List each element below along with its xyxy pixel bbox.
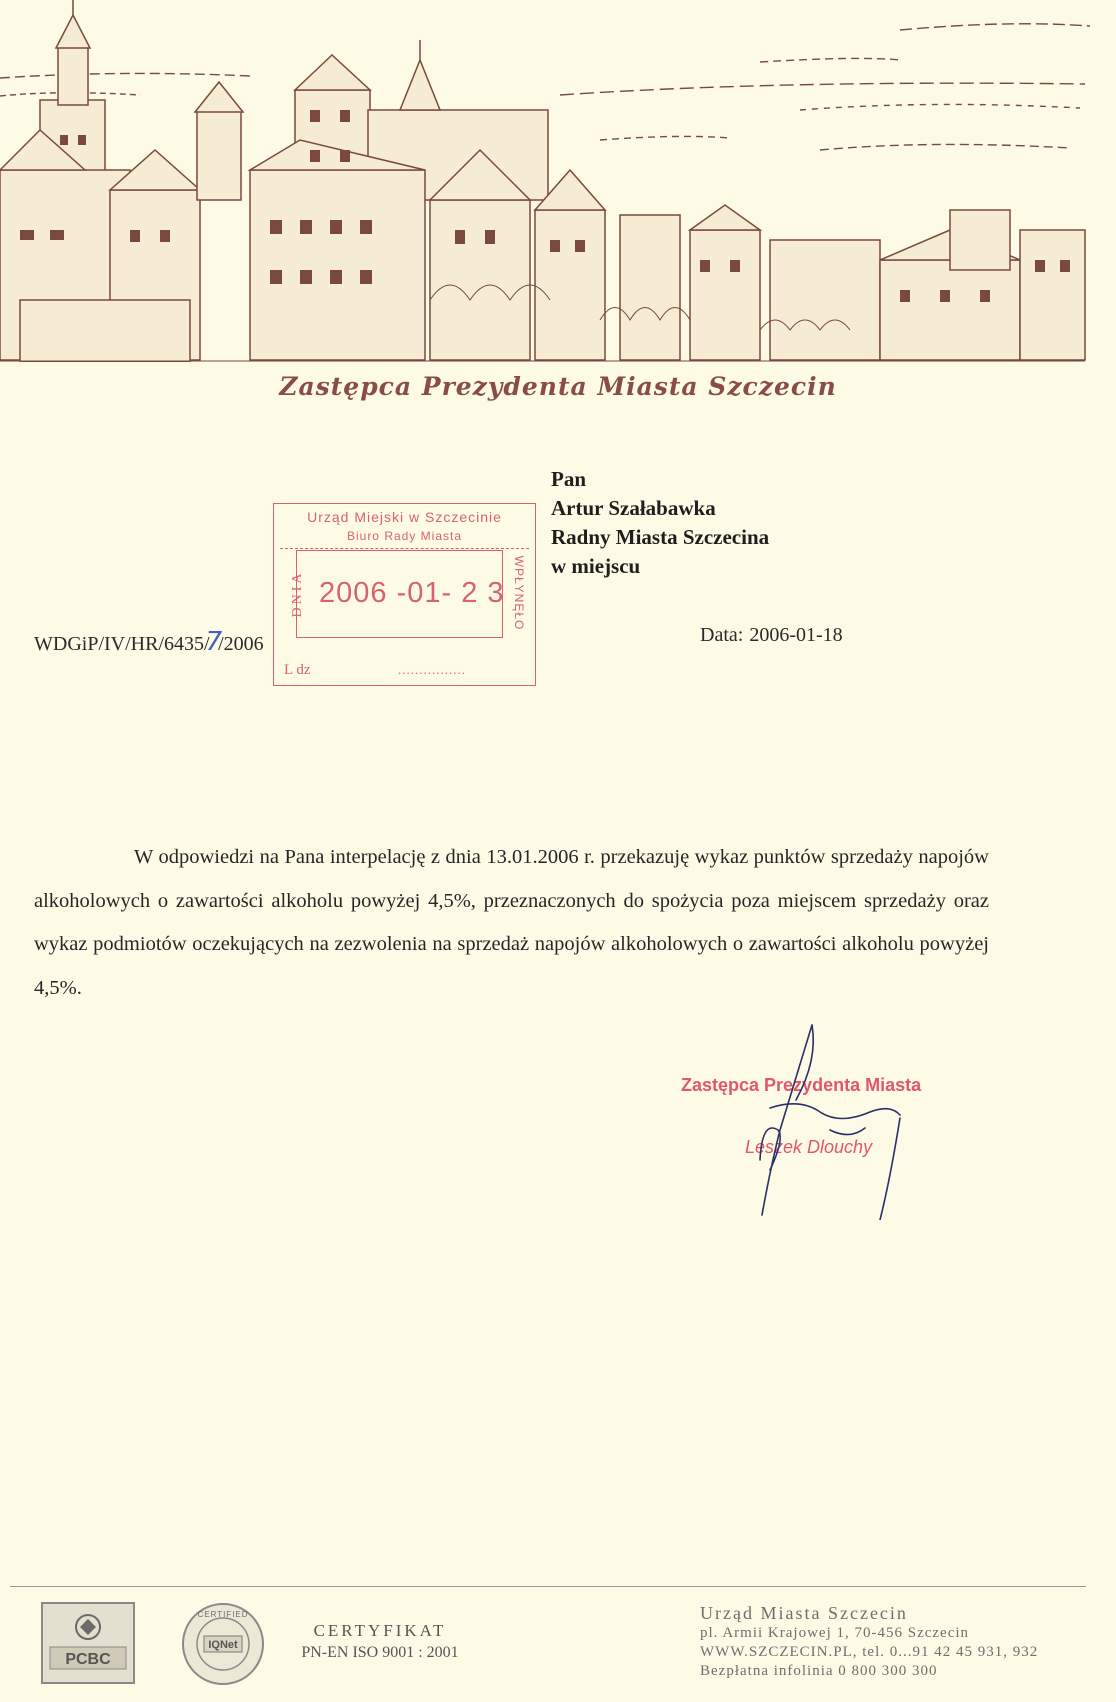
stamp-received-date: 2006 -01- 2 3 [319,577,505,609]
office-contact-line: WWW.SZCZECIN.PL, tel. 0...91 42 45 931, 932 [700,1644,1039,1660]
svg-text:IQNet: IQNet [208,1639,238,1651]
stamp-office: Urząd Miejski w Szczecinie [307,509,502,525]
letterhead-title: Zastępca Prezydenta Miasta Szczecin [279,372,837,401]
office-contact [700,1602,1038,1681]
svg-text:CERTIFIED: CERTIFIED [197,1610,249,1619]
certificate-standard: PN-EN ISO 9001 : 2001 [301,1644,459,1661]
stamp-ldz-value: ................ [398,662,466,677]
body-paragraph: W odpowiedzi na Pana interpelację z dnia 13.01.2006 r. przekazuję wykaz punktów sprzedaży napojów alkoholowych o zawartości alkoholu powyżej 4,5%, przeznaczonych do spożycia poza miejscem sprzedaży oraz wykaz podmiotów oczekujących na zezwolenia na sprzedaż napojów alkoholowych o zawartości alkoholu powyżej 4,5%. [34,846,989,999]
stamp-ldz-label: L dz [284,662,311,678]
stamp-department: Biuro Rady Miasta [346,529,463,543]
stamp-divider [280,548,529,549]
recipient-name: Artur Szałabawka [551,496,716,520]
szczecin-skyline-illustration [0,0,1116,362]
pcbc-certification-logo [40,1601,136,1685]
recipient-location: w miejscu [551,554,641,578]
date-label: Data: [700,624,744,646]
reference-suffix: /2006 [218,633,264,655]
footer-divider [10,1586,1086,1587]
recipient-role: Radny Miasta Szczecina [551,525,770,549]
signature-title: Zastępca Prezydenta Miasta [681,1075,922,1095]
office-address: pl. Armii Krajowej 1, 70-456 Szczecin [700,1625,970,1641]
reference-handwritten-number: 7 [205,627,223,657]
stamp-side-label-right: WPŁYNĘŁO [512,555,526,631]
certificate-title: CERTYFIKAT [313,1621,447,1640]
iqnet-certification-logo [180,1601,266,1687]
handwritten-signature [700,1020,910,1220]
received-stamp [273,503,536,686]
svg-text:PCBC: PCBC [65,1651,111,1668]
signature-name: Leszek Dlouchy [745,1137,873,1157]
recipient-salutation: Pan [551,467,587,491]
office-name: Urząd Miasta Szczecin [700,1603,908,1623]
recipient-address [551,465,769,581]
date-value: 2006-01-18 [749,624,843,646]
reference-prefix: WDGiP/IV/HR/6435/ [34,633,210,655]
reference-number [34,627,264,657]
office-hotline: Bezpłatna infolinia 0 800 300 300 [700,1663,938,1679]
certificate-info [276,1621,484,1662]
letter-date [700,624,843,647]
letter-body [34,836,989,1010]
stamp-side-label-left: DNIA [290,570,305,618]
